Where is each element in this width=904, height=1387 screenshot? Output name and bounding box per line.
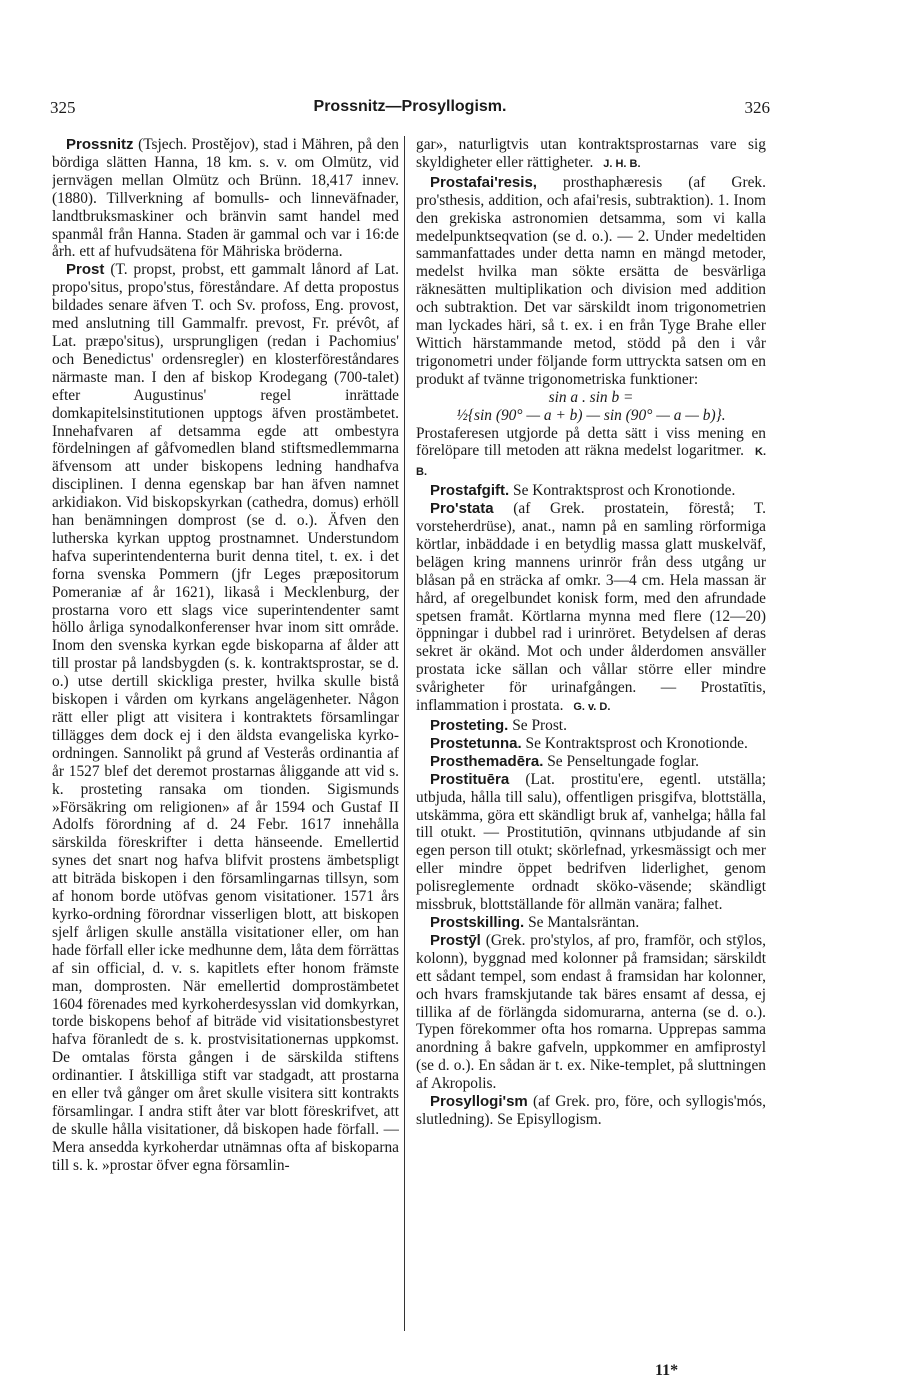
entry-text: Se Mantalsräntan. — [528, 913, 640, 931]
page-number-right: 326 — [744, 98, 770, 117]
page-header — [50, 98, 770, 128]
entry-prostata — [416, 500, 766, 717]
entry-text: Se Kontraktsprost och Kronotionde. — [525, 734, 748, 752]
entry-prostafgift — [416, 482, 766, 500]
entry-prost — [52, 261, 399, 1174]
right-column — [416, 136, 766, 1346]
entry-text: (T. propst, probst, ett gammalt lånord af Lat. propo'situs, propo'stus, föreståndare. Af detta propostus bildades senare äfven T. och Sv. profoss, Eng. provost, med anslutning till Gammalfr. prevost, Fr. prévôt, af Lat. præpo'situs), ursprungligen (redan i Pachomius' och Benedictus' ordensregler) en klosterföreståndares närmaste man. I den af biskop Krodegang (700-talet) efter Augustinus' regel inrättade domkapitelsinstitutionen upptogs äfven prostämbetet. Innehafvaren af detsamma egde att ombestyra fördelningen af gåfvomedlen bland stiftsmedlemmarna äfvensom att under biskopens ledning handhafva disciplinen. I denna egenskap bar han äfven namnet arkidiakon. Vid biskopskyrkan (cathedra, domus) erhöll han benämningen domprost (se d. o.). Äfven den lutherska kyrkan upptog prostnamnet. Understundom hafva superintendenterna burit denna titel, t. ex. i det forna svenska Pommern (jfr Leges præpositorum Pomeraniæ af år 1621), likaså i Mecklenburg, der prostarna voro ett slags vice superintendenter samt höllo årliga synodalkonferenser hvar inom sitt område. Inom den svenska kyrkan egde biskoparna af ålder att till prostar på landsbygden (s. k. kontraktsprostar, se d. o.) utse dertill skickliga prester, hvilka skulle bistå biskopen i vården om kyrkans angelägenheter. Någon rätt eller pligt att visitera i kontraktets församlingar tillägges dem dock ej i den äldsta evangeliska kyrko-ordningen. Sannolikt på grund af Vesterås ordinantia af år 1527 blef det deremot prostarnas åliggande att vid s. k. prosteting ransaka om tionden. Sigismunds »Försäkring om religionen» af år 1594 och Gustaf II Adolfs förordning af d. 24 Febr. 1617 innehålla särskilda föreskrifter i detta hänseende. Emellertid synes det snart nog hafva blifvit prostens ämbetspligt att biträda biskopen i den församlingarnas tillsyn, som af honom borde utöfvas genom visitationer. 1571 års kyrko-ordning förordnar visserligen blott, att biskopen sjelf årligen skulle anställa visitationer eller, om han hade förfall eller icke medhunne dem, låta dem förrättas af sin official, d. v. s. kapitlets efter honom främste man, domprosten. När emellertid domprostämbetet 1604 förenades med kyrkoherdesysslan vid domkyrkan, torde biskopens behof af biträde vid visitationsbestyret hafva föranledt de s. k. prostvisitationernas uppkomst. De omtalas första gången i de särskilda stiftens ordinantier. I åtskilliga stift var stadgadt, att prostarna en eller två gånger om året skulle visitera sitt kontrakts församlingar. I andra stift åter var blott föreskrifvet, att de skulle hålla visitationer, då biskopen hade förfall. — Mera ansedda kyrkoherdar utnämnas ofta af biskoparna till s. k. »prostar öfver egna församlin- — [52, 261, 399, 1174]
headword: Prostetunna. — [430, 734, 522, 752]
headword: Prostskilling. — [430, 913, 525, 931]
entry-text: (af Grek. pro, före, och syllogis'mós, slutledning). Se Episyllogism. — [416, 1093, 766, 1128]
formula-line-1: sin a . sin b = — [548, 388, 634, 406]
entry-prossnitz — [52, 136, 399, 261]
entry-prostafairesis — [416, 174, 766, 389]
entry-text: (Lat. prostitu'ere, egentl. utställa; utbjuda, hålla till salu), offentligen prisgifva, blottställa, utskämma, göra ett skändligt bruk af, vanhelga; hålla fal till otukt. — Prostitutiōn, qvinnans utbjudande af sin egen person till otukt; skörlefnad, yrkesmässigt och mer eller mindre öppet bedrifven liderlighet, genom polisreglemente ordnadt sköko-väsende; skändligt missbruk, blottställande för allmän vanära; falhet. — [416, 770, 766, 914]
page-number-left: 325 — [50, 98, 76, 117]
entry-text: (Tsjech. Prostějov), stad i Mähren, på den bördiga slätten Hanna, 18 km. s. v. om Olmütz, vid jernvägen mellan Olmütz och Brünn. 18,417 innev. (1880). Tillverkning af bomulls- och linneväfnader, landtbruksmaskiner och bränvin samt handel med spanmål från Hanna. Staden är gammal och var i 16:de årh. ett af hufvudsätena för Mähriska bröderna. — [52, 136, 399, 261]
entry-prostituera — [416, 771, 766, 914]
entry-text: Se Prost. — [512, 717, 567, 734]
entry-text: Se Kontraktsprost och Kronotionde. — [513, 482, 736, 500]
entry-prosthemadera — [416, 753, 766, 771]
author-signature: J. H. B. — [603, 157, 641, 170]
entry-text: prosthaphæresis (af Grek. pro'sthesis, addition, och afai'resis, subtraktion). 1. Inom den grekiska astronomien detsamma, som vi kalla medelpunktseqvation (se d. o.). — 2. Under medeltiden sammanfattades under detta namn en mängd metoder, medelst hvilka man sökte ersätta de besvärliga räknesätten multiplikation och division med addition och subtraktion. Det var särskildt inom trigonometrien man lyckades häri, så t. ex. i en från Tyge Brahe eller Wittich härstammande metod, stödd på den i vår trigonometri under följande form uttryckta satsen om en produkt af tvänne trigonometriska funktioner: — [416, 173, 766, 388]
entry-continuation — [416, 136, 766, 174]
signature-mark: 11* — [655, 1362, 679, 1379]
entry-prostyl — [416, 932, 766, 1093]
headword: Prostafgift. — [430, 482, 510, 500]
formula-line-2: ½{sin (90° — a + b) — sin (90° — a — b)}. — [456, 406, 726, 424]
headword: Prost — [66, 261, 105, 279]
entry-text: gar», naturligtvis utan kontraktsprostarnas vare sig skyldigheter eller rättigheter. — [416, 136, 766, 171]
headword: Prostituēra — [430, 770, 510, 788]
headword: Prosteting. — [430, 717, 509, 734]
headword: Prosthemadēra. — [430, 752, 544, 770]
entry-prosteting — [416, 717, 766, 735]
running-title: Prossnitz—Prosyllogism. — [313, 98, 507, 115]
entry-prostetunna — [416, 735, 766, 753]
headword: Prostafai'resis, — [430, 173, 537, 191]
author-signature: K. B. — [416, 446, 766, 479]
headword: Pro'stata — [430, 500, 494, 518]
headword: Prossnitz — [66, 136, 134, 153]
entry-text: (Grek. pro'stylos, af pro, framför, och stȳlos, kolonn), byggnad med kolonner på framsidan; särskildt ett sådant tempel, som endast å framsidan har kolonner, och hvars framskjutande tak bäres ensamt af dessa, ej tillika af de förlängda sidomurarna, anterna (se d. o.). Typen förekommer ofta hos romarna. Upprepas samma anordning å bakre gafveln, uppkommer en amfiprostyl (se d. o.). En sådan är t. ex. Nike-templet, på sluttningen af Akropolis. — [416, 931, 766, 1093]
left-column — [52, 136, 399, 1346]
entry-prostskilling — [416, 914, 766, 932]
headword: Prosyllogi'sm — [430, 1093, 528, 1111]
entry-text: (af Grek. prostatein, förestå; T. vorsteherdrüse), anat., namn på en samling rörformiga körtlar, inbäddade i en betydlig massa glatt muskelväf, belägen kring mannens urinrör från dess utgång ur blåsan på en sträcka af omkr. 3—4 cm. Hela massan är hård, af oregelbundet konisk form, med den afrundade spetsen framåt. Körtlarna mynna med flere (12—20) öppningar i dubbel rad i urinröret. Betydelsen af deras sekret är okänd. Mot och under ålderdomen ansväller prostata icke sällan och vållar större eller mindre svårigheter för urinafgången. — Prostatītis, inflammation i prostata. — [416, 500, 766, 715]
column-divider — [404, 136, 405, 1331]
author-signature: G. v. D. — [573, 701, 611, 714]
entry-text: Prostaferesen utgjorde på detta sätt i viss mening en förelöpare till metoden att räkna medelst logaritmer. — [416, 424, 766, 460]
entry-prosyllogism — [416, 1093, 766, 1129]
headword: Prostȳl — [430, 931, 481, 949]
entry-prostaferesen — [416, 425, 766, 483]
entry-text: Se Penseltungade foglar. — [547, 752, 699, 770]
